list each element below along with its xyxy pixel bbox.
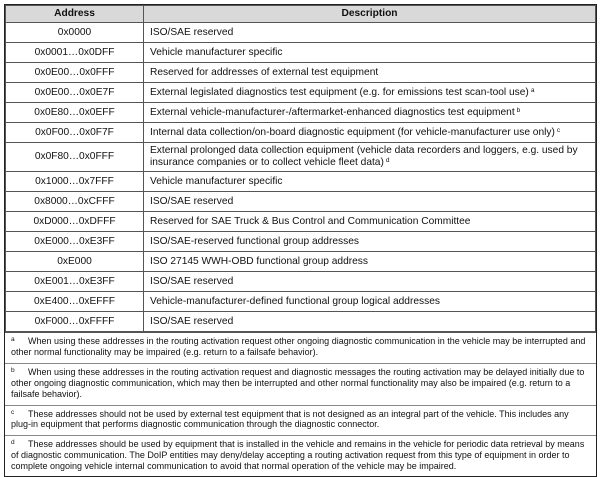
address-cell: 0x0E80…0x0EFF: [6, 103, 144, 123]
description-cell: [144, 312, 596, 332]
description-text: ISO 27145 WWH-OBD functional group address: [150, 255, 368, 267]
footnote-reference: a: [530, 86, 535, 94]
column-header-address: Address: [6, 6, 144, 23]
description-text: Vehicle manufacturer specific: [150, 175, 283, 187]
description-cell: [144, 272, 596, 292]
footnote: d These addresses should be used by equipment that is installed in the vehicle and remains in the vehicle for periodic data retrieval by means of diagnostic communication. The DoIP entities may deny/delay accepting a routing activation request from this type of equipment in order to complete ongoing vehicle internal communication to avoid that normal operation of the vehicle may be impaired.: [11, 439, 585, 472]
address-cell: 0xE400…0xEFFF: [6, 292, 144, 312]
footnote-text: When using these addresses in the routing activation request other ongoing diagnostic communication in the vehicle may be interrupted and other normal functionality may be impaired (e.g. return to a failsafe behavior).: [11, 336, 586, 357]
table-row: [6, 83, 596, 103]
description-cell: [144, 292, 596, 312]
footnote-reference: b: [516, 106, 521, 114]
address-cell: 0x8000…0xCFFF: [6, 192, 144, 212]
table-row: [6, 272, 596, 292]
description-text: External prolonged data collection equipment (vehicle data recorders and loggers, e.g. used by insurance companies or to collect vehicle fleet data): [150, 145, 578, 168]
footnotes: [5, 332, 596, 476]
description-cell: [144, 252, 596, 272]
description-cell: [144, 212, 596, 232]
address-table: [5, 5, 596, 332]
description-text: ISO/SAE reserved: [150, 275, 234, 287]
description-cell: [144, 123, 596, 143]
description-text: ISO/SAE-reserved functional group addresses: [150, 235, 359, 247]
address-cell: 0x1000…0x7FFF: [6, 172, 144, 192]
footnote: b When using these addresses in the routing activation request and diagnostic messages the routing activation may be delayed initially due to other ongoing diagnostic communication, which may then be interrupted and other normal functionality may also be impaired (e.g. return to a failsafe behavior).: [5, 364, 596, 406]
table-row: [6, 172, 596, 192]
table-row: [6, 63, 596, 83]
column-header-description: Description: [144, 6, 596, 23]
address-cell: 0xE000…0xE3FF: [6, 232, 144, 252]
address-cell: 0xF000…0xFFFF: [6, 312, 144, 332]
address-cell: 0xD000…0xDFFF: [6, 212, 144, 232]
description-cell: [144, 192, 596, 212]
description-cell: [144, 172, 596, 192]
table-body: [6, 23, 596, 332]
footnote-text: These addresses should not be used by external test equipment that is not designed as an integral part of the vehicle. This includes any plug-in equipment that performs diagnostic communication through the diagnostic connector.: [11, 408, 569, 430]
description-text: Vehicle-manufacturer-defined functional group logical addresses: [150, 295, 440, 307]
description-cell: [144, 232, 596, 252]
address-cell: 0x0001…0x0DFF: [6, 43, 144, 63]
description-cell: [144, 103, 596, 123]
description-text: Vehicle manufacturer specific: [150, 46, 283, 58]
address-cell: 0xE000: [6, 252, 144, 272]
table-row: [6, 292, 596, 312]
description-text: External legislated diagnostics test equipment (e.g. for emissions test scan-tool use): [150, 86, 529, 98]
table-row: [6, 312, 596, 332]
table-row: [6, 23, 596, 43]
footnote-reference: c: [556, 126, 561, 134]
address-cell: 0x0E00…0x0FFF: [6, 63, 144, 83]
table-row: [6, 232, 596, 252]
table-row: [6, 212, 596, 232]
address-table-container: [4, 4, 597, 477]
address-cell: 0x0F80…0x0FFF: [6, 143, 144, 172]
table-row: [6, 103, 596, 123]
table-row: [6, 43, 596, 63]
footnote: c These addresses should not be used by external test equipment that is not designed as an integral part of the vehicle. This includes any plug-in equipment that performs diagnostic communication through the diagnostic connector.: [5, 406, 596, 437]
description-text: ISO/SAE reserved: [150, 195, 234, 207]
description-text: External vehicle-manufacturer-/aftermarket-enhanced diagnostics test equipment: [150, 106, 515, 118]
footnote: a When using these addresses in the routing activation request other ongoing diagnostic communication in the vehicle may be interrupted and other normal functionality may be impaired (e.g. return to a failsafe behavior).: [5, 333, 596, 364]
table-row: [6, 123, 596, 143]
footnote-text: These addresses should be used by equipment that is installed in the vehicle and remains in the vehicle for periodic data retrieval by means of diagnostic communication. The DoIP entities may deny/delay accepting a routing activation request from this type of equipment in order to complete ongoing vehicle internal communication to avoid that normal operation of the vehicle may be impaired.: [11, 439, 585, 472]
address-cell: 0x0E00…0x0E7F: [6, 83, 144, 103]
table-row: [6, 252, 596, 272]
table-row: [6, 192, 596, 212]
description-text: Reserved for SAE Truck & Bus Control and Communication Committee: [150, 215, 471, 227]
description-cell: [144, 43, 596, 63]
table-row: [6, 143, 596, 172]
description-cell: [144, 143, 596, 172]
footnote-text: When using these addresses in the routing activation request and diagnostic messages the routing activation may be delayed initially due to other ongoing diagnostic communication, which may then be interrupted and other normal functionality may also be impaired (e.g. return to a failsafe behavior).: [11, 366, 585, 399]
table-header-row: [6, 6, 596, 23]
address-cell: 0xE001…0xE3FF: [6, 272, 144, 292]
footnote-reference: d: [385, 157, 390, 164]
description-text: ISO/SAE reserved: [150, 315, 234, 327]
description-cell: [144, 63, 596, 83]
description-text: Internal data collection/on-board diagnostic equipment (for vehicle-manufacturer use only): [150, 126, 555, 138]
description-text: Reserved for addresses of external test equipment: [150, 66, 379, 78]
address-cell: 0x0000: [6, 23, 144, 43]
description-text: ISO/SAE reserved: [150, 26, 234, 38]
description-cell: [144, 23, 596, 43]
description-cell: [144, 83, 596, 103]
address-cell: 0x0F00…0x0F7F: [6, 123, 144, 143]
